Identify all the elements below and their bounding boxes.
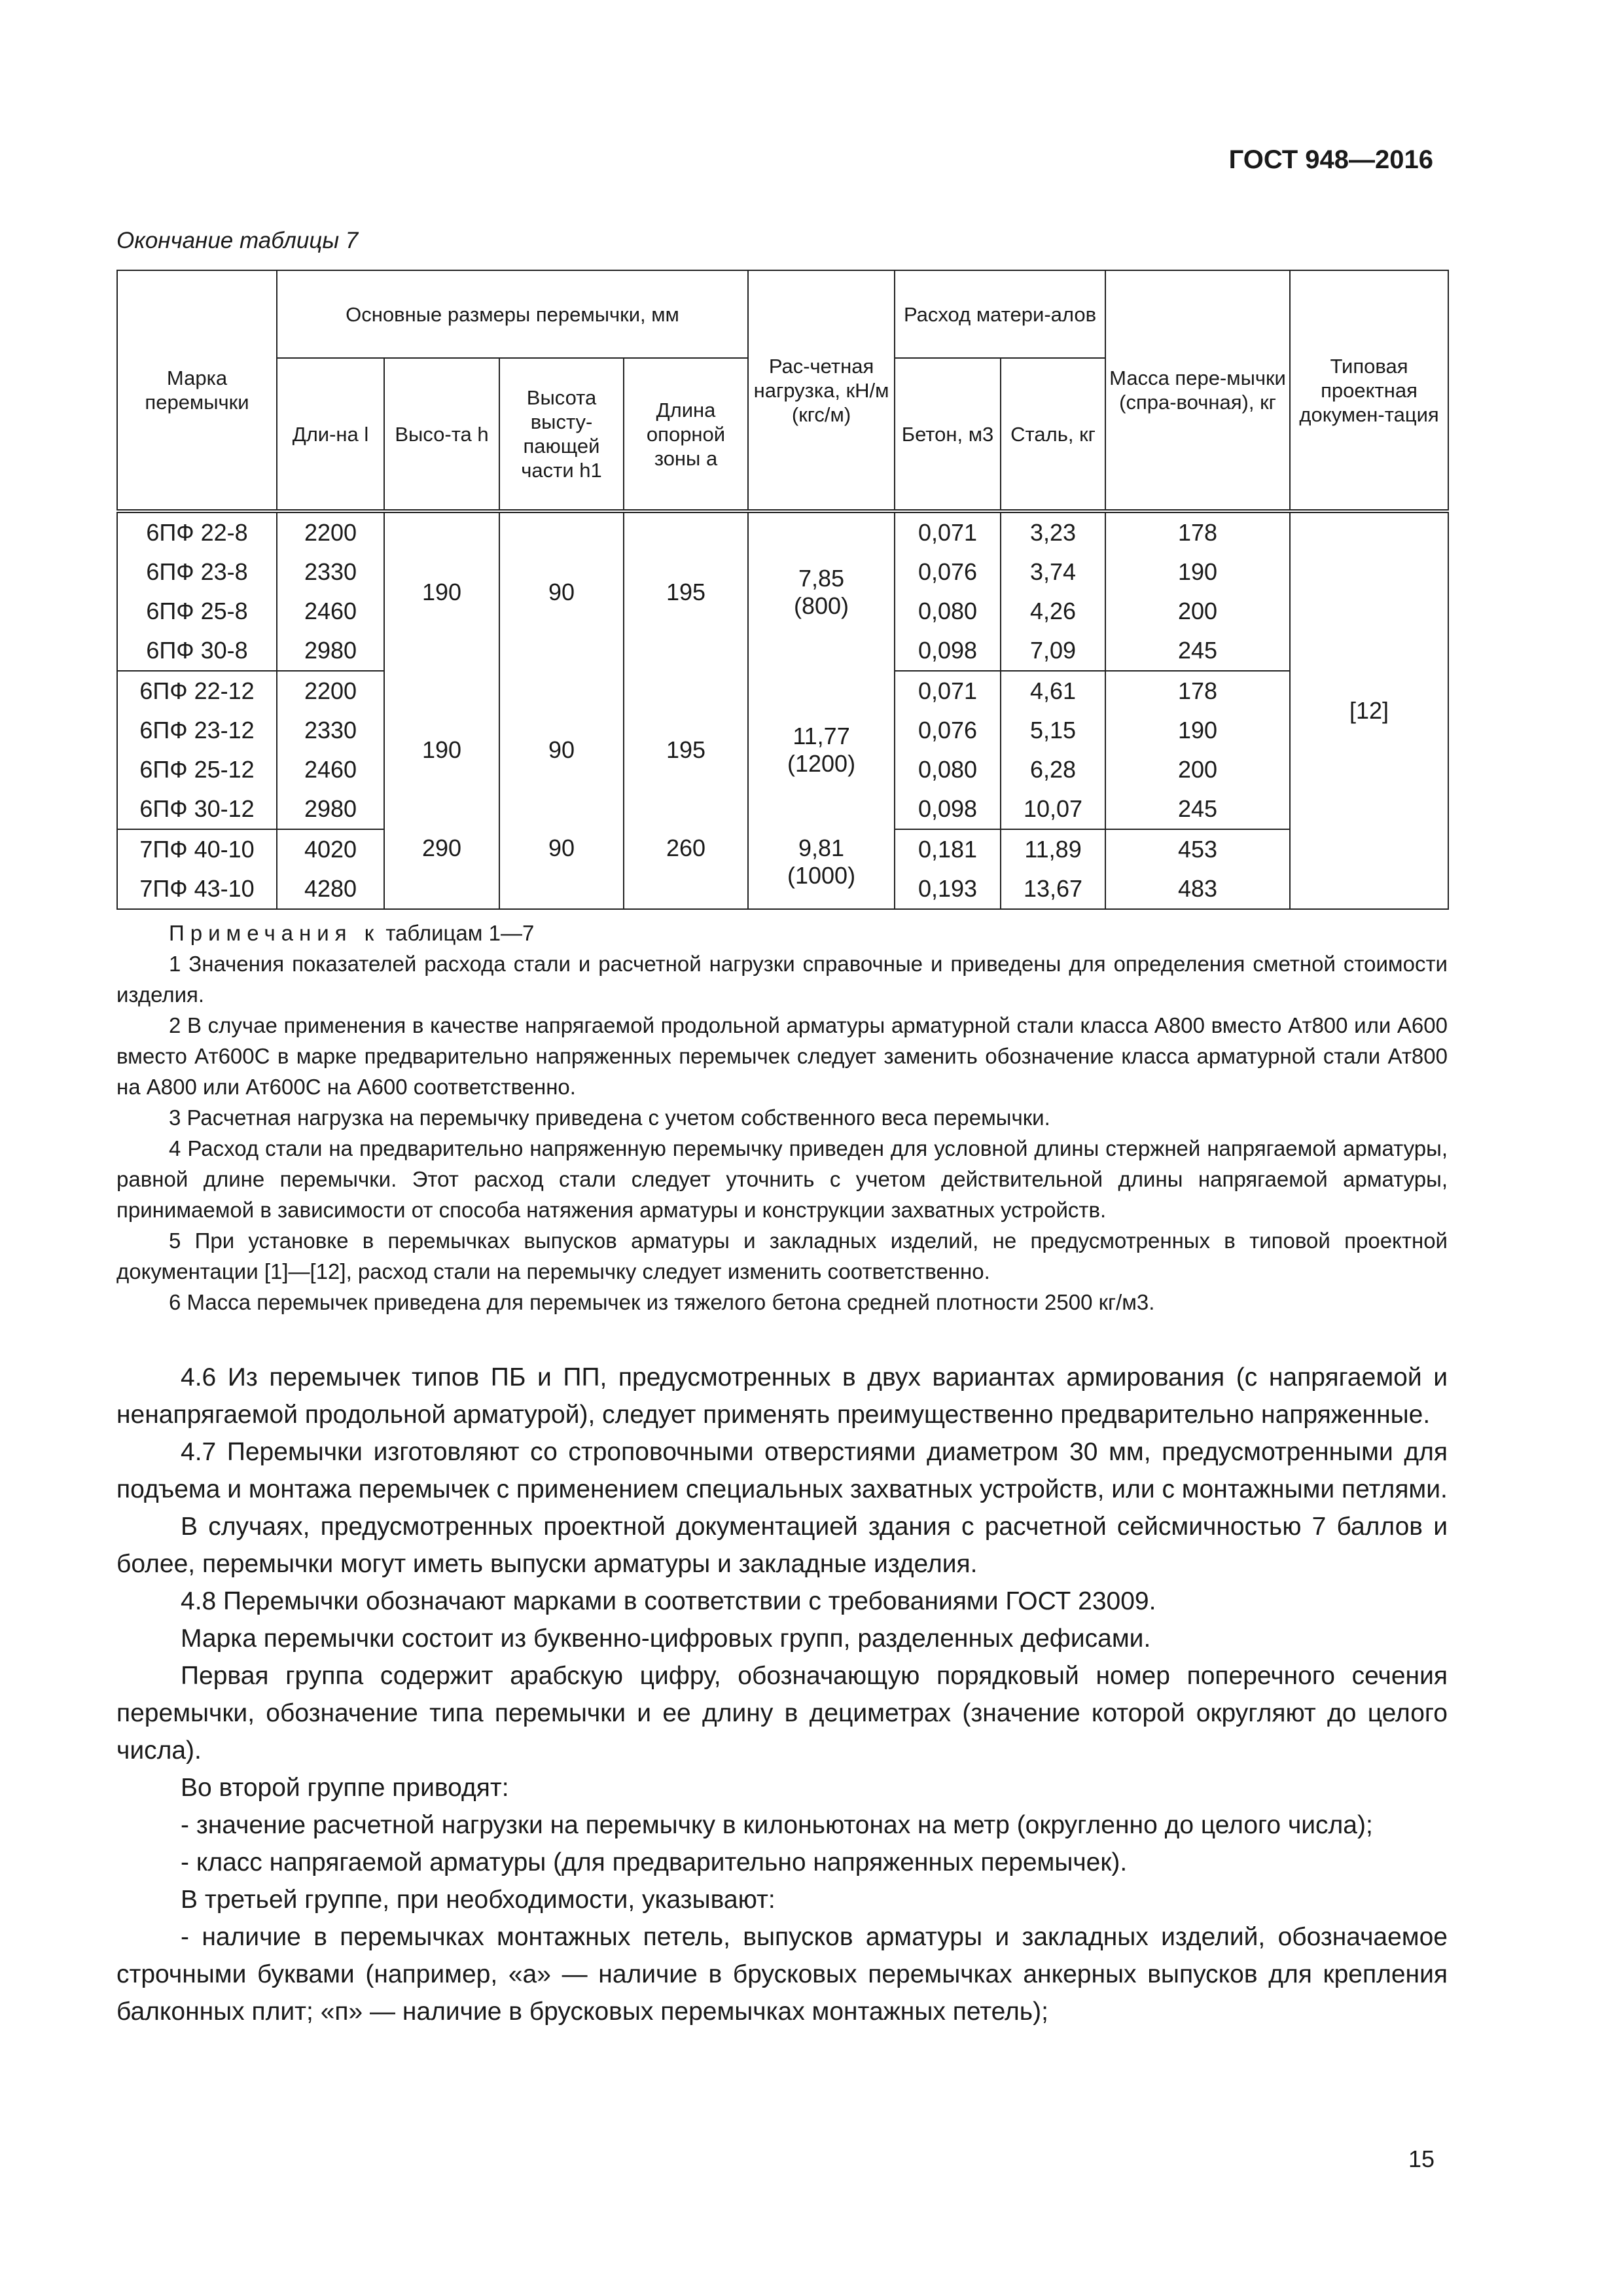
cell-mass: 453	[1105, 829, 1290, 869]
cell-length: 2980	[277, 789, 384, 829]
header-support-zone: Длина опорной зоны a	[624, 358, 748, 511]
paragraph: Марка перемычки состоит из буквенно-цифровых групп, разделенных дефисами.	[181, 1624, 1151, 1653]
cell-concrete: 0,098	[895, 789, 1001, 829]
header-main-dimensions: Основные размеры перемычки, мм	[277, 270, 748, 358]
table-notes	[116, 918, 1448, 1318]
cell-concrete: 0,181	[895, 829, 1001, 869]
cell-steel: 6,28	[1001, 750, 1105, 789]
load-kn: 11,77	[793, 723, 850, 749]
load-kn: 7,85	[798, 564, 845, 592]
spec-table-container	[116, 270, 1448, 910]
cell-concrete: 0,098	[895, 631, 1001, 671]
header-height: Высо-та h	[384, 358, 499, 511]
notes-title-spaced: Примечания к	[169, 921, 380, 945]
cell-steel: 4,61	[1001, 671, 1105, 711]
cell-support-zone: 260	[624, 829, 748, 909]
paragraph: 4.7 Перемычки изготовляют со строповочными отверстиями диаметром 30 мм, предусмотренными для подъема и монтажа перемычек с применением специальных захватных устройств, или с монтажными петлями.	[116, 1438, 1448, 1503]
paragraph: - наличие в перемычках монтажных петель, выпусков арматуры и закладных изделий, обозначаемое строчными буквами (например, «а» — наличие в брусковых перемычках анкерных выпусков для крепления балконных плит; «п» — наличие в брусковых перемычках монтажных петель);	[116, 1923, 1448, 2026]
cell-mass: 190	[1105, 552, 1290, 592]
cell-length: 4020	[277, 829, 384, 869]
cell-concrete: 0,076	[895, 552, 1001, 592]
cell-length: 2980	[277, 631, 384, 671]
cell-load	[748, 511, 895, 671]
note-item: 3 Расчетная нагрузка на перемычку приведена с учетом собственного веса перемычки.	[169, 1105, 1050, 1130]
cell-concrete: 0,080	[895, 750, 1001, 789]
header-materials: Расход матери-алов	[895, 270, 1105, 358]
paragraph: В случаях, предусмотренных проектной документацией здания с расчетной сейсмичностью 7 баллов и более, перемычки могут иметь выпуски арматуры и закладные изделия.	[116, 1513, 1448, 1578]
cell-steel: 13,67	[1001, 869, 1105, 909]
header-doc: Типовая проектная докумен-тация	[1290, 270, 1448, 511]
header-concrete: Бетон, м3	[895, 358, 1001, 511]
cell-load	[748, 829, 895, 909]
note-item: 6 Масса перемычек приведена для перемычек из тяжелого бетона средней плотности 2500 кг/м3.	[169, 1290, 1155, 1314]
paragraph: 4.8 Перемычки обозначают марками в соответствии с требованиями ГОСТ 23009.	[181, 1587, 1156, 1615]
table-caption: Окончание таблицы 7	[116, 228, 359, 253]
paragraph: - класс напрягаемой арматуры (для предварительно напряженных перемычек).	[181, 1848, 1128, 1876]
note-item: 5 При установке в перемычках выпусков арматуры и закладных изделий, не предусмотренных в типовой проектной документации [1]—[12], расход стали на перемычку следует изменить соответственно.	[116, 1229, 1448, 1283]
cell-height: 190	[384, 511, 499, 671]
header-load: Рас-четная нагрузка, кН/м (кгс/м)	[748, 270, 895, 511]
cell-support-zone: 195	[624, 511, 748, 671]
table-body	[117, 511, 1448, 909]
cell-mark: 7ПФ 40-10	[117, 829, 277, 869]
notes-title	[116, 918, 1448, 948]
header-steel: Сталь, кг	[1001, 358, 1105, 511]
header-protrusion: Высота высту-пающей части h1	[499, 358, 624, 511]
load-kgs: (800)	[794, 592, 849, 619]
table-row	[117, 829, 1448, 869]
cell-concrete: 0,071	[895, 671, 1001, 711]
cell-protrusion: 90	[499, 511, 624, 671]
cell-concrete: 0,080	[895, 592, 1001, 631]
paragraph: Первая группа содержит арабскую цифру, обозначающую порядковый номер поперечного сечения перемычки, обозначение типа перемычки и ее длину в дециметрах (значение которой округляют до целого числа).	[116, 1662, 1448, 1765]
note-item: 1 Значения показателей расхода стали и расчетной нагрузки справочные и приведены для определения сметной стоимости изделия.	[116, 952, 1448, 1007]
cell-mark: 6ПФ 30-8	[117, 631, 277, 671]
cell-mass: 200	[1105, 750, 1290, 789]
cell-mass: 178	[1105, 671, 1290, 711]
note-item: 4 Расход стали на предварительно напряженную перемычку приведен для условной длины стержней напрягаемой арматуры, равной длине перемычки. Этот расход стали следует уточнить с учетом действительной длины напрягаемой арматуры, принимаемой в зависимости от способа натяжения арматуры и конструкции захватных устройств.	[116, 1136, 1448, 1222]
cell-mass: 200	[1105, 592, 1290, 631]
cell-mass: 190	[1105, 711, 1290, 750]
table-row	[117, 511, 1448, 552]
cell-height: 290	[384, 829, 499, 909]
paragraph: 4.6 Из перемычек типов ПБ и ПП, предусмотренных в двух вариантах армирования (с напрягаемой и ненапрягаемой продольной арматурой), следует применять преимущественно предварительно напряженные.	[116, 1363, 1448, 1429]
cell-steel: 3,23	[1001, 511, 1105, 552]
cell-length: 4280	[277, 869, 384, 909]
cell-concrete: 0,076	[895, 711, 1001, 750]
cell-steel: 5,15	[1001, 711, 1105, 750]
document-standard-number: ГОСТ 948—2016	[1228, 145, 1433, 174]
header-mark: Марка перемычки	[117, 270, 277, 511]
cell-height: 190	[384, 671, 499, 829]
header-length: Дли-на l	[277, 358, 384, 511]
cell-load	[748, 671, 895, 829]
cell-concrete: 0,193	[895, 869, 1001, 909]
load-kgs: (1000)	[787, 862, 856, 889]
cell-mark: 6ПФ 22-12	[117, 671, 277, 711]
load-kn: 9,81	[798, 834, 845, 861]
paragraph: - значение расчетной нагрузки на перемычку в килоньютонах на метр (округленно до целого числа);	[181, 1811, 1373, 1839]
notes-title-rest: таблицам 1—7	[385, 921, 535, 945]
page-number: 15	[1408, 2145, 1435, 2172]
cell-length: 2200	[277, 511, 384, 552]
cell-steel: 4,26	[1001, 592, 1105, 631]
cell-mark: 6ПФ 25-12	[117, 750, 277, 789]
lintel-spec-table	[116, 270, 1449, 910]
cell-mass: 245	[1105, 789, 1290, 829]
cell-length: 2460	[277, 592, 384, 631]
cell-steel: 3,74	[1001, 552, 1105, 592]
cell-mass: 178	[1105, 511, 1290, 552]
cell-mark: 6ПФ 30-12	[117, 789, 277, 829]
cell-mass: 245	[1105, 631, 1290, 671]
cell-length: 2200	[277, 671, 384, 711]
cell-mass: 483	[1105, 869, 1290, 909]
cell-length: 2330	[277, 711, 384, 750]
load-kgs: (1200)	[787, 750, 856, 777]
cell-protrusion: 90	[499, 829, 624, 909]
table-row	[117, 671, 1448, 711]
paragraph: В третьей группе, при необходимости, указывают:	[181, 1886, 776, 1914]
cell-protrusion: 90	[499, 671, 624, 829]
cell-mark: 6ПФ 23-8	[117, 552, 277, 592]
cell-mark: 6ПФ 22-8	[117, 511, 277, 552]
cell-doc-reference: [12]	[1290, 511, 1448, 909]
cell-concrete: 0,071	[895, 511, 1001, 552]
cell-steel: 10,07	[1001, 789, 1105, 829]
cell-support-zone: 195	[624, 671, 748, 829]
cell-steel: 7,09	[1001, 631, 1105, 671]
note-item: 2 В случае применения в качестве напрягаемой продольной арматуры арматурной стали класса А800 вместо Ат800 или А600 вместо Ат600С в марке предварительно напряженных перемычек следует заменить обозначение класса арматурной стали Ат800 на А800 или Ат600С на А600 соответственно.	[116, 1013, 1448, 1099]
cell-mark: 6ПФ 25-8	[117, 592, 277, 631]
cell-mark: 7ПФ 43-10	[117, 869, 277, 909]
cell-steel: 11,89	[1001, 829, 1105, 869]
cell-mark: 6ПФ 23-12	[117, 711, 277, 750]
paragraph: Во второй группе приводят:	[181, 1774, 509, 1802]
cell-length: 2460	[277, 750, 384, 789]
header-mass: Масса пере-мычки (спра-вочная), кг	[1105, 270, 1290, 511]
cell-length: 2330	[277, 552, 384, 592]
body-text	[116, 1359, 1448, 2030]
